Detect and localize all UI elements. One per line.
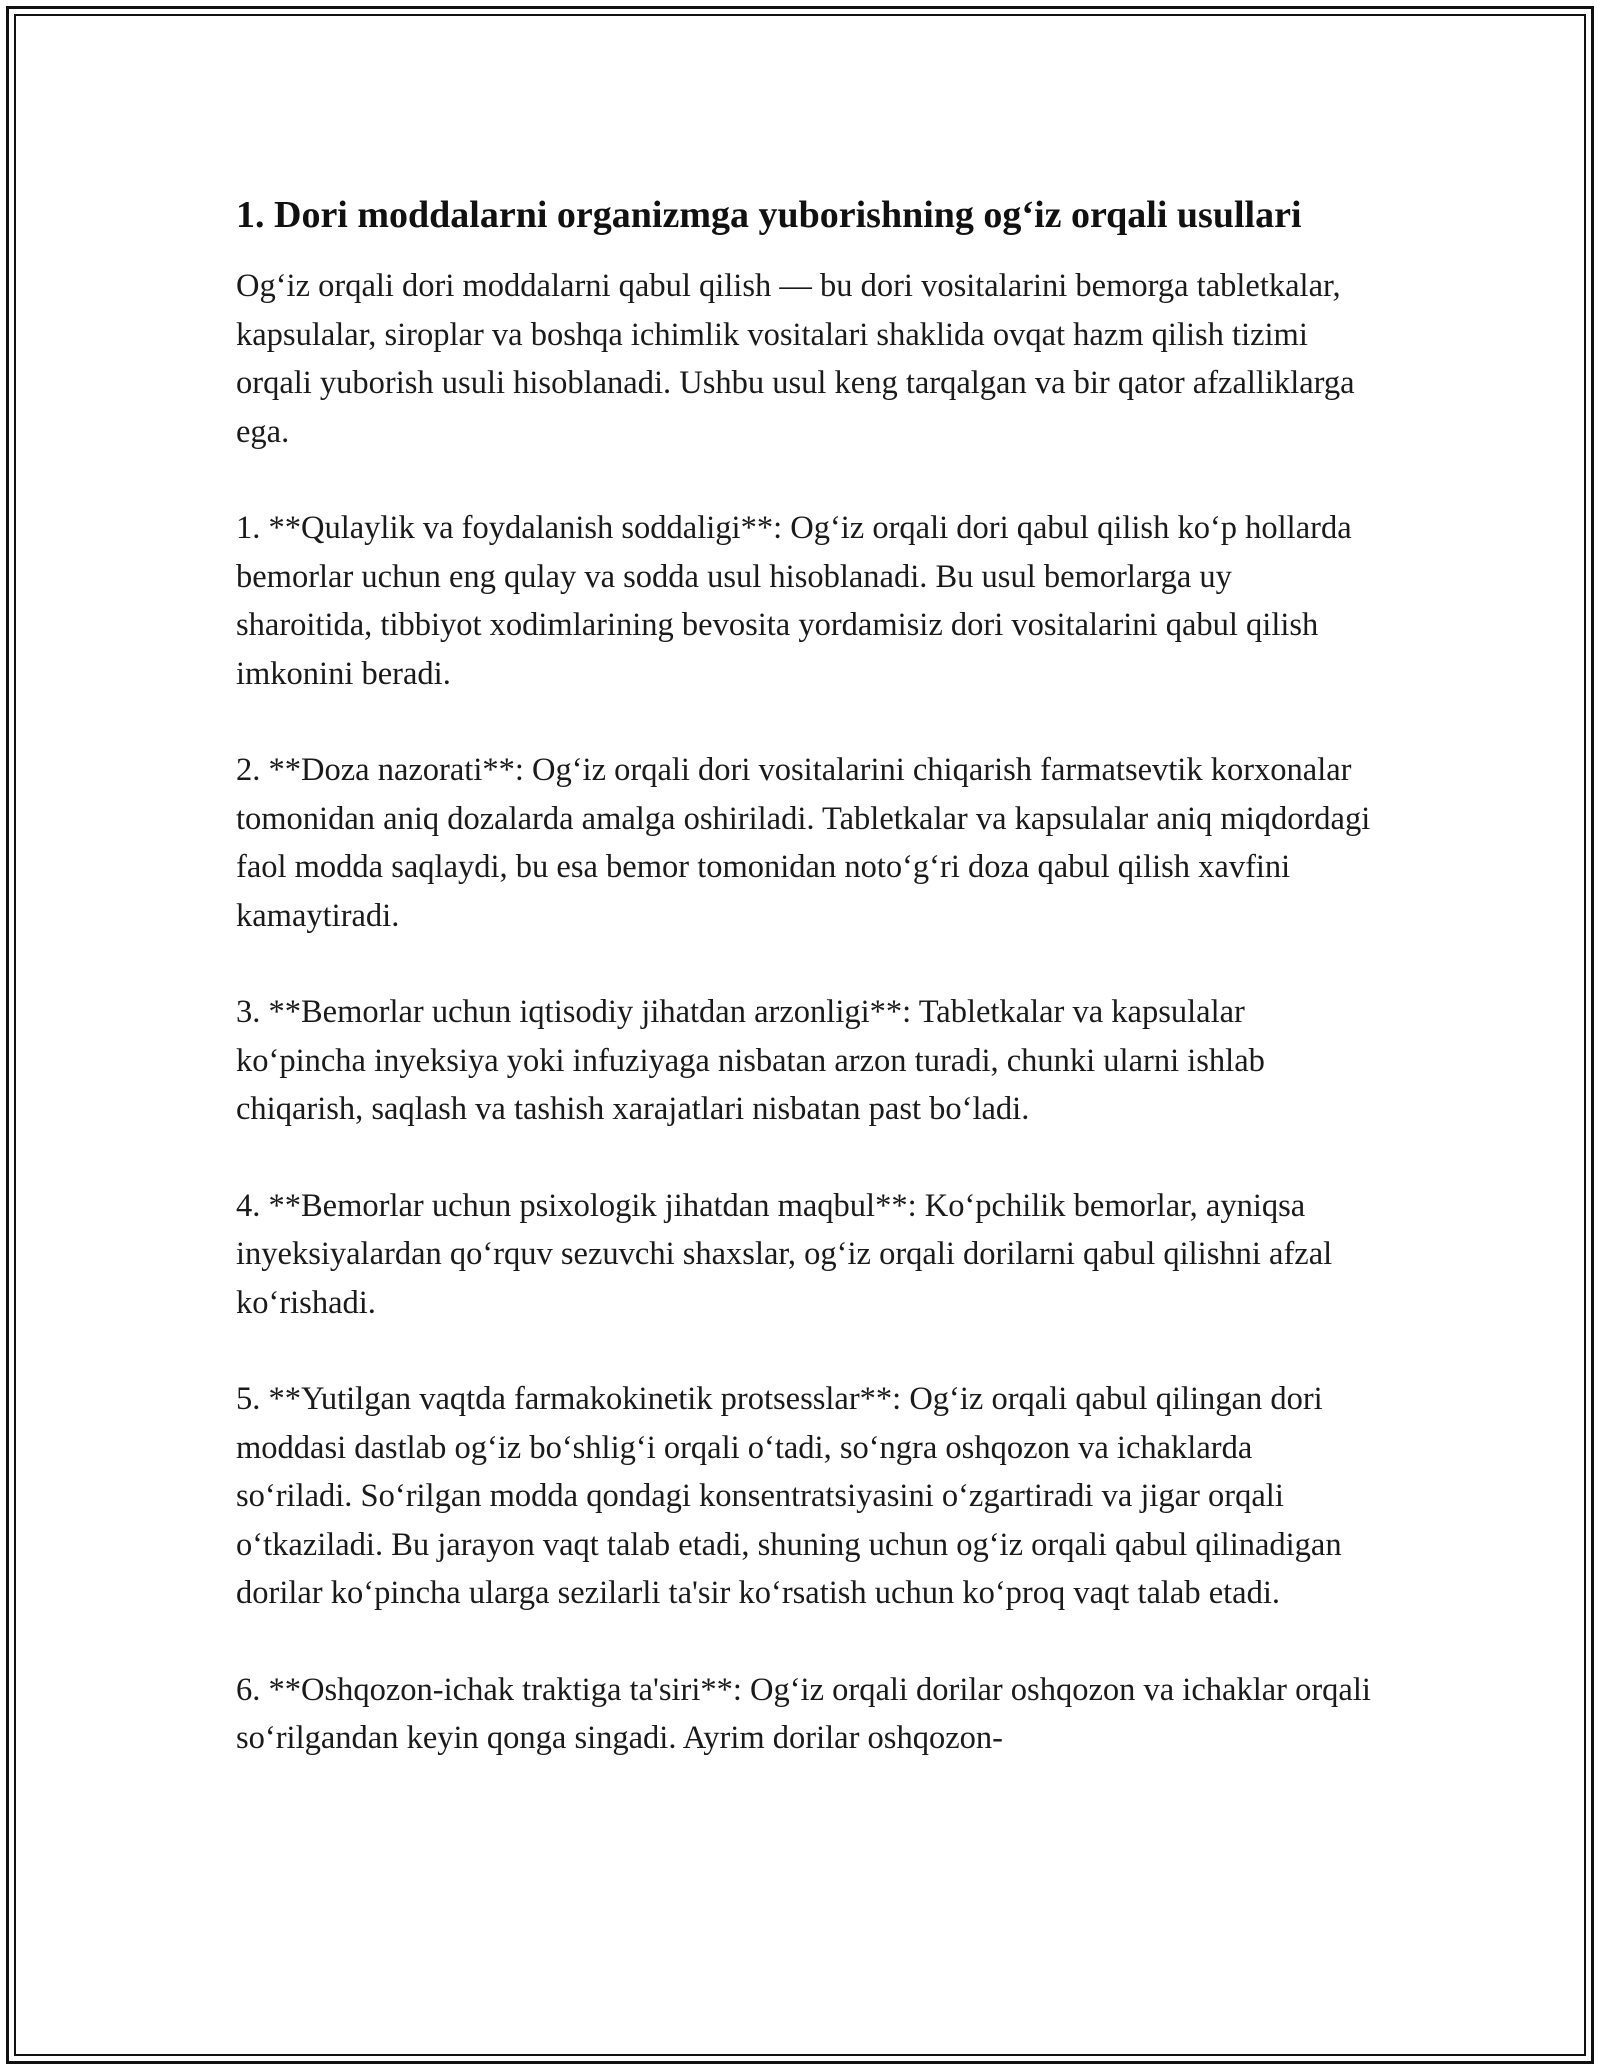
list-item-dose-control: 2. **Doza nazorati**: Og‘iz orqali dori vositalarini chiqarish farmatsevtik korxonalar tomonidan aniq dozalarda amalga oshiriladi. Tabletkalar va kapsulalar aniq miqdordagi faol modda saqlaydi, bu esa bemor tomonidan noto‘g‘ri doza qabul qilish xavfini kamaytiradi. — [236, 752, 1371, 934]
document-page — [236, 188, 1376, 1811]
intro-paragraph: Og‘iz orqali dori moddalarni qabul qilish — bu dori vositalarini bemorga tabletkalar, kapsulalar, siroplar va boshqa ichimlik vositalari shaklida ovqat hazm qilish tizimi orqali yuborish usuli hisoblanadi. Ushbu usul keng tarqalgan va bir qator afzalliklarga ega. — [236, 268, 1355, 450]
list-item-convenience: 1. **Qulaylik va foydalanish soddaligi**: Og‘iz orqali dori qabul qilish ko‘p hollarda bemorlar uchun eng qulay va sodda usul hisoblanadi. Bu usul bemorlarga uy sharoitida, tibbiyot xodimlarining bevosita yordamisiz dori vositalarini qabul qilish imkonini beradi. — [236, 510, 1352, 692]
list-item-gi-tract: 6. **Oshqozon-ichak traktiga ta'siri**: Og‘iz orqali dorilar oshqozon va ichaklar orqali so‘rilgandan keyin qonga singadi. Ayrim dorilar oshqozon- — [236, 1671, 1371, 1756]
list-item-cost: 3. **Bemorlar uchun iqtisodiy jihatdan arzonligi**: Tabletkalar va kapsulalar ko‘pincha inyeksiya yoki infuziyaga nisbatan arzon turadi, chunki ularni ishlab chiqarish, saqlash va tashish xarajatlari nisbatan past bo‘ladi. — [236, 994, 1265, 1127]
list-item-pharmacokinetics: 5. **Yutilgan vaqtda farmakokinetik protsesslar**: Og‘iz orqali qabul qilingan dori moddasi dastlab og‘iz bo‘shlig‘i orqali o‘tadi, so‘ngra oshqozon va ichaklarda so‘riladi. So‘rilgan modda qondagi konsentratsiyasini o‘zgartiradi va jigar orqali o‘tkaziladi. Bu jarayon vaqt talab etadi, shuning uchun og‘iz orqali qabul qilinadigan dorilar ko‘pincha ularga sezilarli ta'sir ko‘rsatish uchun ko‘proq vaqt talab etadi. — [236, 1381, 1342, 1611]
section-title: 1. Dori moddalarni organizmga yuborishning og‘iz orqali usullari — [236, 194, 1302, 236]
list-item-psychology: 4. **Bemorlar uchun psixologik jihatdan maqbul**: Ko‘pchilik bemorlar, ayniqsa inyeksiyalardan qo‘rquv sezuvchi shaxslar, og‘iz orqali dorilarni qabul qilishni afzal ko‘rishadi. — [236, 1187, 1333, 1321]
